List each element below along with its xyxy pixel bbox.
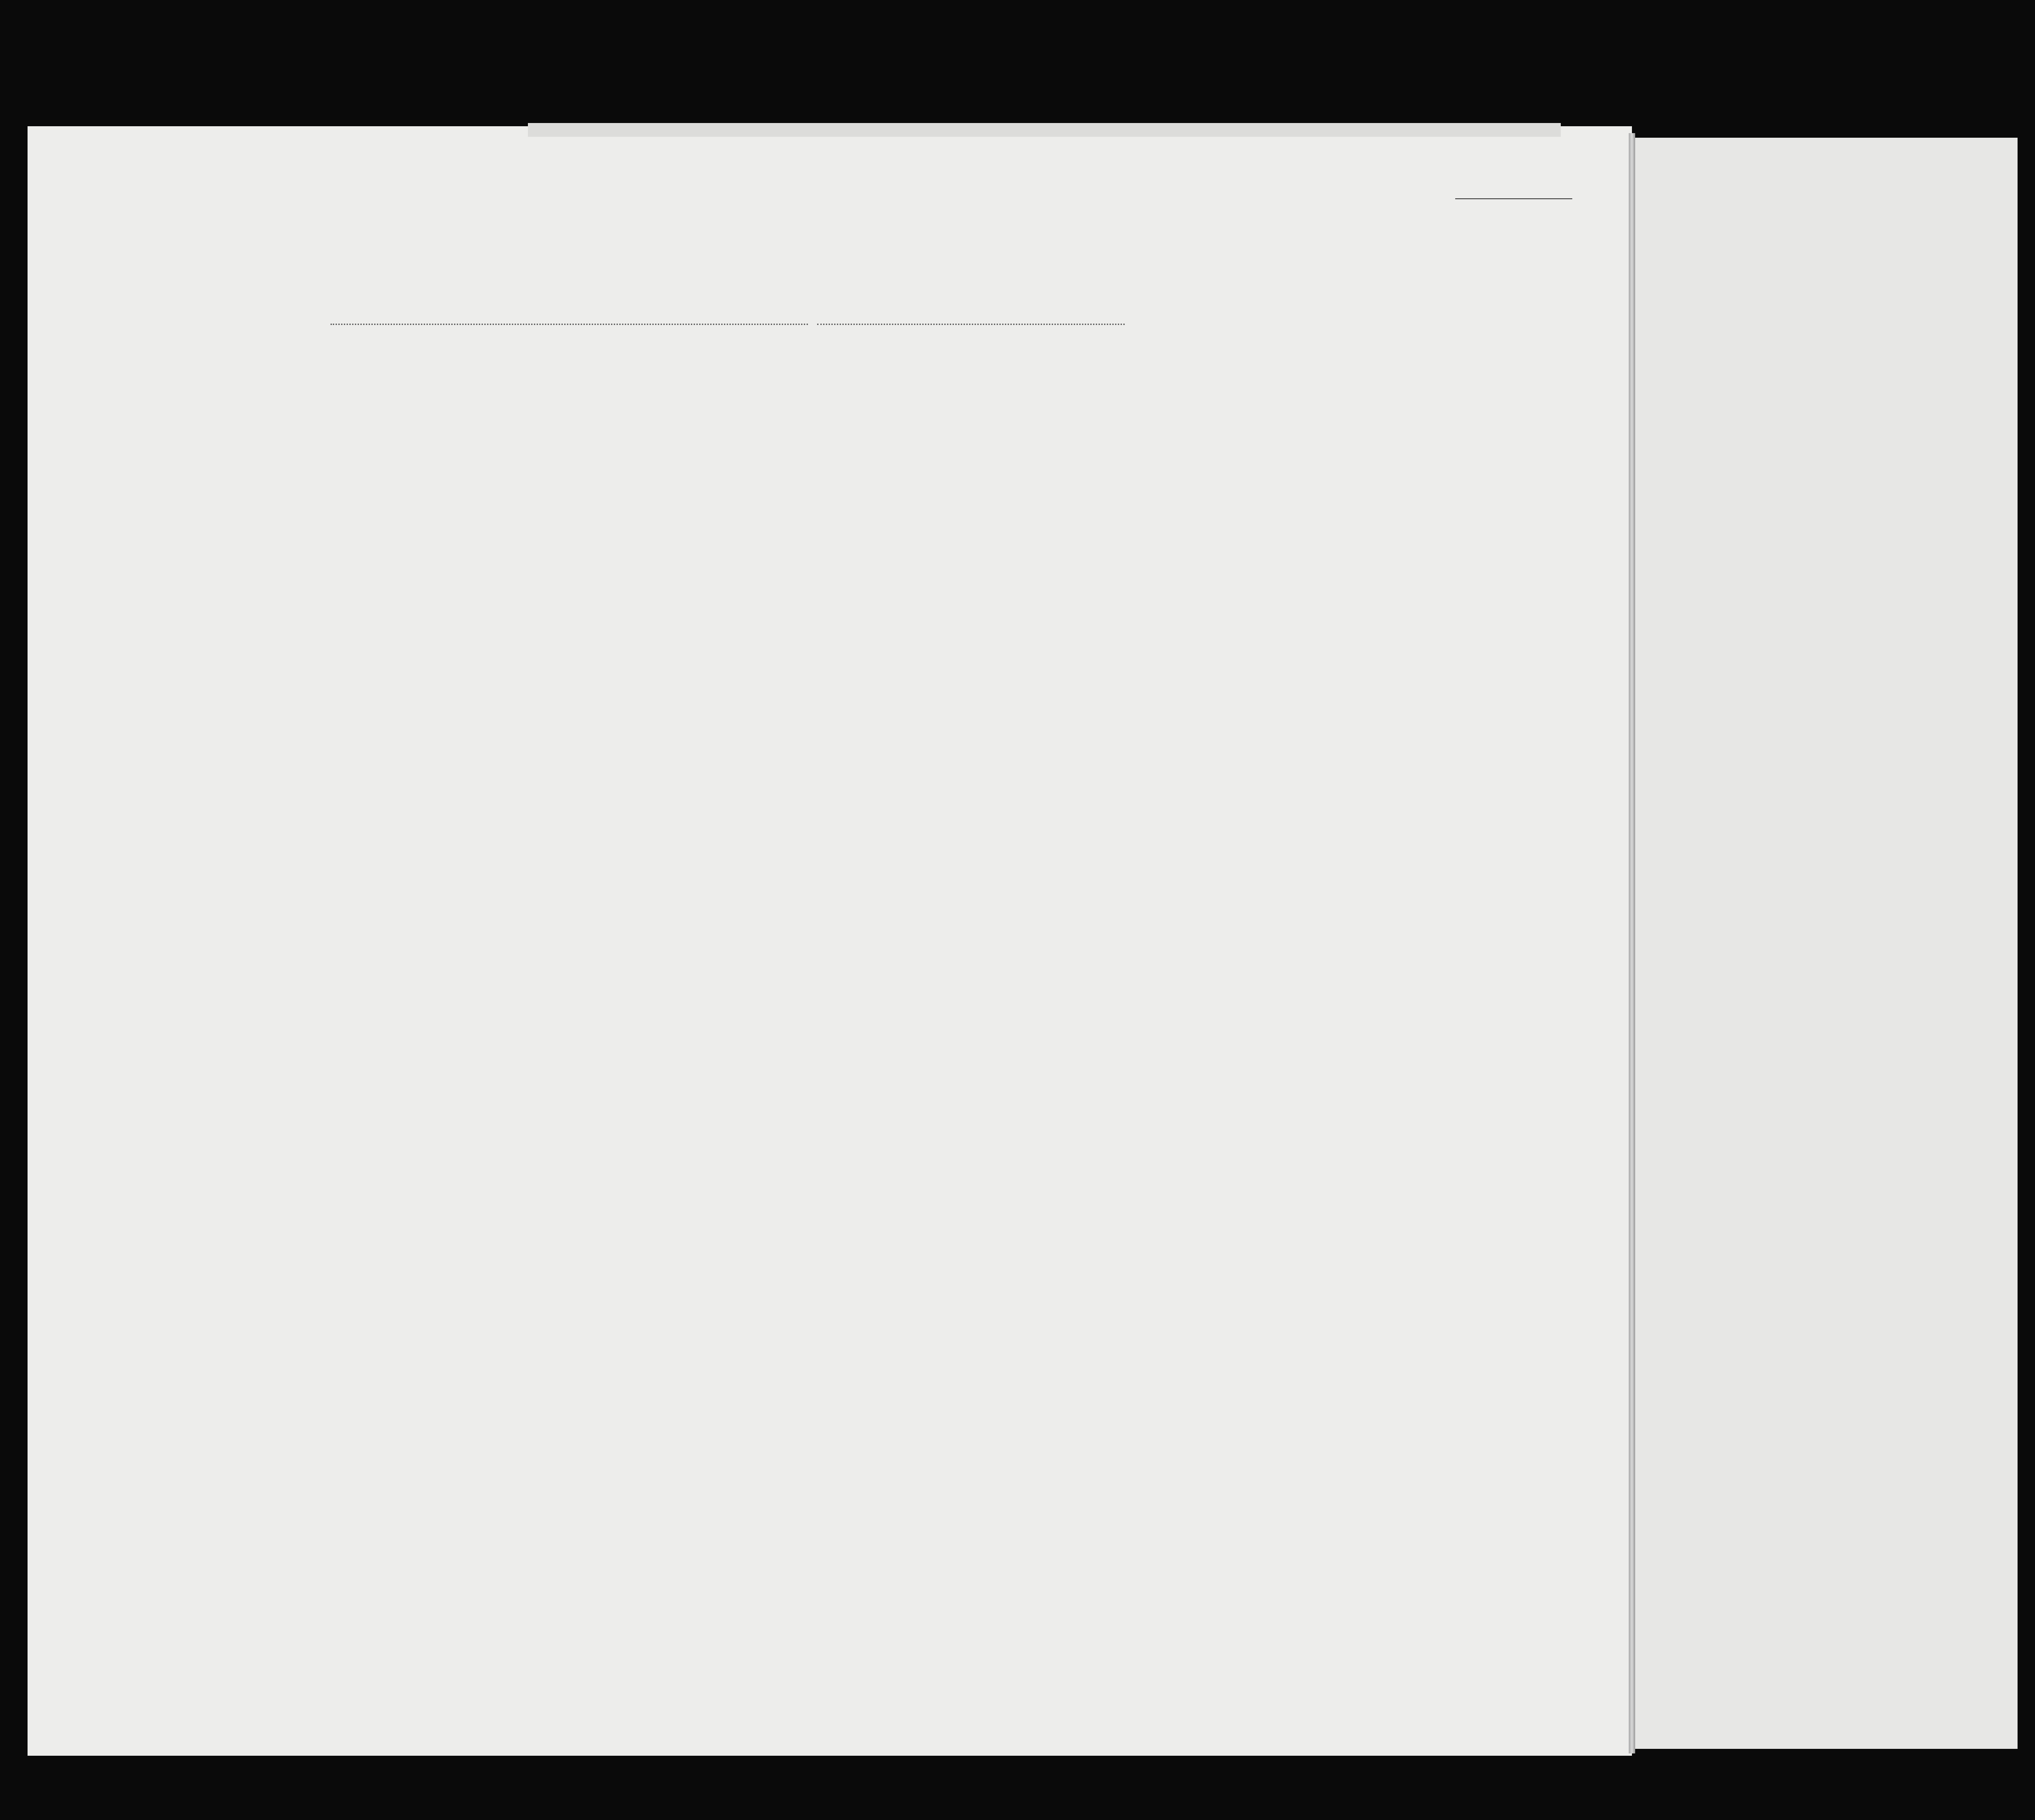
manifest-sheet-left bbox=[28, 126, 1632, 1756]
port-line bbox=[331, 324, 808, 325]
date-line bbox=[817, 324, 1125, 325]
paper-strip bbox=[528, 123, 1561, 137]
list-line bbox=[1455, 198, 1572, 199]
manifest-sheet-right bbox=[1632, 138, 2018, 1749]
page-fold bbox=[1629, 133, 1635, 1753]
